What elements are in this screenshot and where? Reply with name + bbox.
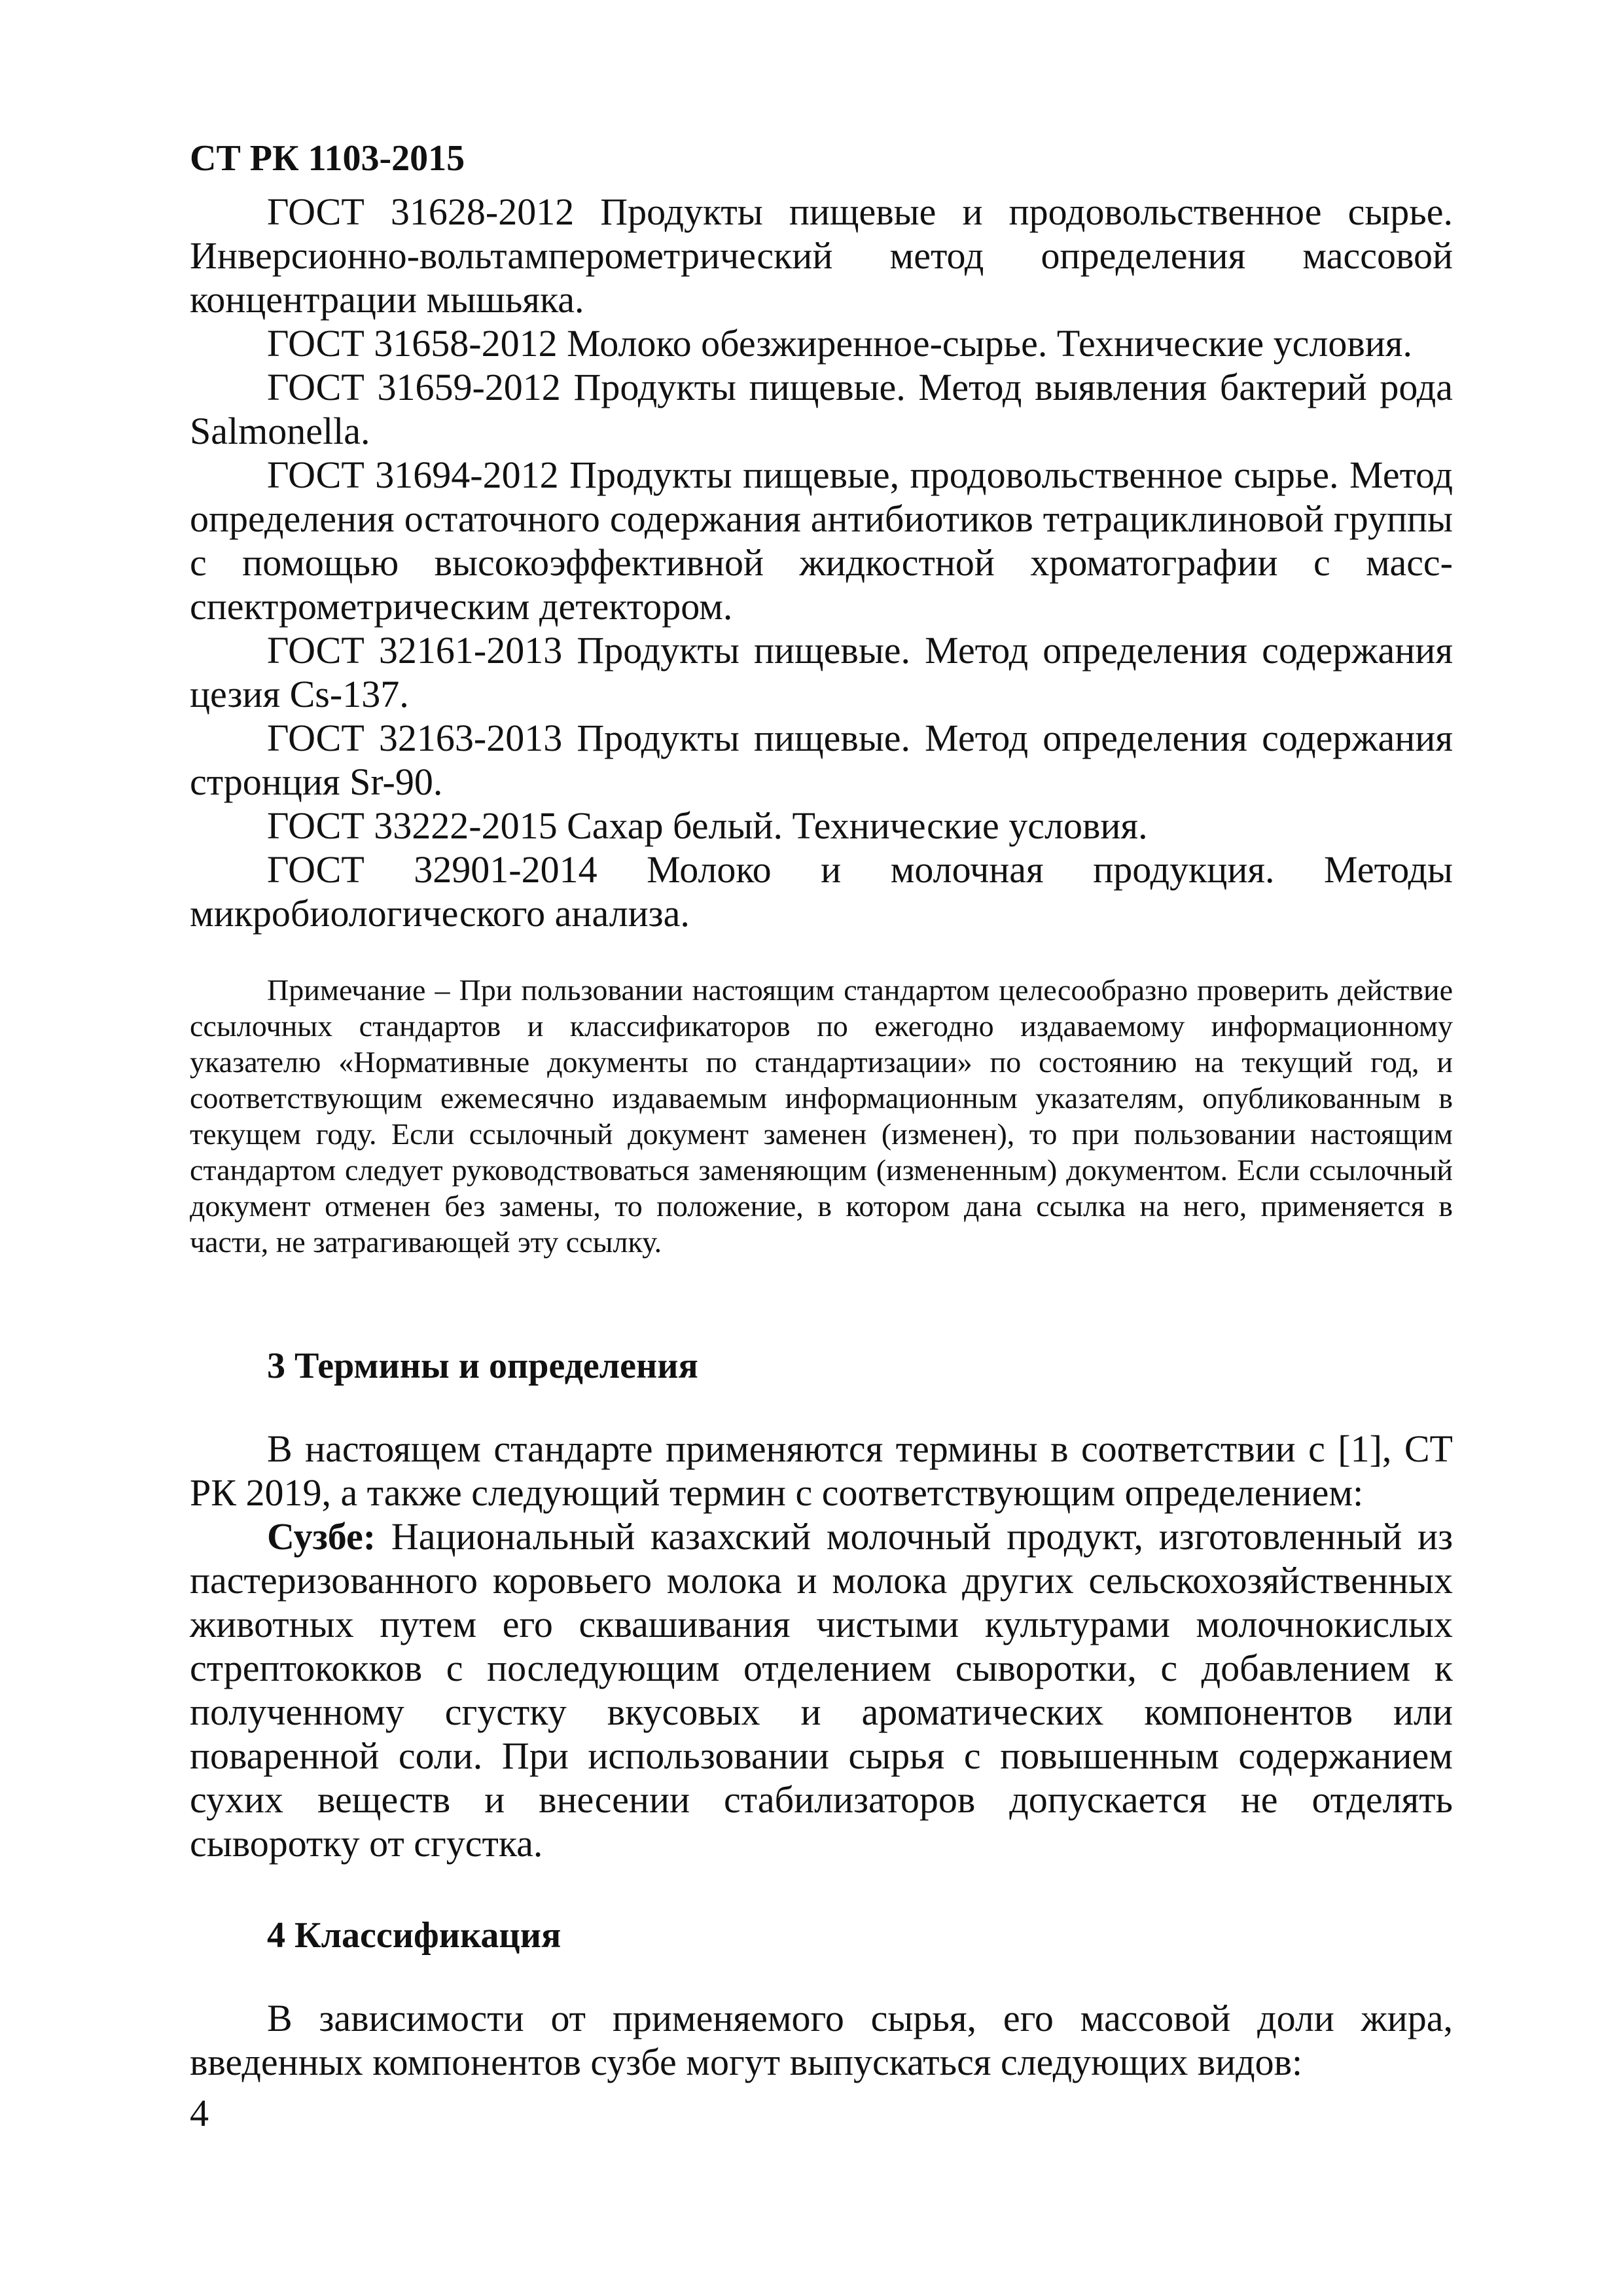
- reference-item: ГОСТ 32161-2013 Продукты пищевые. Метод определения содержания цезия Cs-137.: [190, 629, 1453, 715]
- reference-item: ГОСТ 31658-2012 Молоко обезжиренное-сырье. Технические условия.: [267, 322, 1412, 365]
- term-definition-text: Национальный казахский молочный продукт, изготовленный из пастеризованного коровьего молока и молока других сельскохозяйственных животных путем его сквашивания чистыми культурами молочнокислых стрептококков с последующим отделением сыворотки, с добавлением к полученному сгустку вкусовых и ароматических компонентов или поваренной соли. При использовании сырья с повышенным содержанием сухих веществ и внесении стабилизаторов допускается не отделять сыворотку от сгустка.: [190, 1515, 1453, 1865]
- section-4-heading: 4 Классификация: [267, 1915, 562, 1956]
- section-3-intro: В настоящем стандарте применяются термины в соответствии с [1], СТ РК 2019, а также следующий термин с соответствующим определением:: [190, 1427, 1453, 1514]
- reference-item: ГОСТ 31628-2012 Продукты пищевые и продовольственное сырье. Инверсионно-вольтамперометрический метод определения массовой концентрации мышьяка.: [190, 190, 1453, 321]
- note-block: [190, 972, 1453, 1260]
- term-name: Сузбе:: [267, 1515, 376, 1558]
- section-3-body: [190, 1427, 1453, 1865]
- section-3-heading: 3 Термины и определения: [267, 1346, 698, 1386]
- normative-references-list: [190, 190, 1453, 935]
- reference-item: ГОСТ 32163-2013 Продукты пищевые. Метод определения содержания стронция Sr-90.: [190, 717, 1453, 803]
- reference-item: ГОСТ 33222-2015 Сахар белый. Технические условия.: [267, 804, 1148, 847]
- reference-item: ГОСТ 31659-2012 Продукты пищевые. Метод выявления бактерий рода Salmonella.: [190, 366, 1453, 452]
- reference-item: ГОСТ 32901-2014 Молоко и молочная продукция. Методы микробиологического анализа.: [190, 848, 1453, 935]
- page-number: 4: [190, 2092, 209, 2134]
- document-code: СТ РК 1103-2015: [190, 138, 465, 179]
- note-text: Примечание – При пользовании настоящим стандартом целесообразно проверить действие ссылочных стандартов и классификаторов по ежегодно издаваемому информационному указателю «Нормативные документы по стандартизации» по состоянию на текущий год, и соответствующим ежемесячно издаваемым информационным указателям, опубликованным в текущем году. Если ссылочный документ заменен (изменен), то при пользовании настоящим стандартом следует руководствоваться заменяющим (измененным) документом. Если ссылочный документ отменен без замены, то положение, в котором дана ссылка на него, применяется в части, не затрагивающей эту ссылку.: [190, 973, 1453, 1259]
- reference-item: ГОСТ 31694-2012 Продукты пищевые, продовольственное сырье. Метод определения остаточного содержания антибиотиков тетрациклиновой группы с помощью высокоэффективной жидкостной хроматографии с масс-спектрометрическим детектором.: [190, 454, 1453, 628]
- section-4-text: В зависимости от применяемого сырья, его массовой доли жира, введенных компонентов сузбе могут выпускаться следующих видов:: [190, 1997, 1453, 2083]
- section-4-body: [190, 1996, 1453, 2084]
- term-definition: [190, 1515, 1453, 1865]
